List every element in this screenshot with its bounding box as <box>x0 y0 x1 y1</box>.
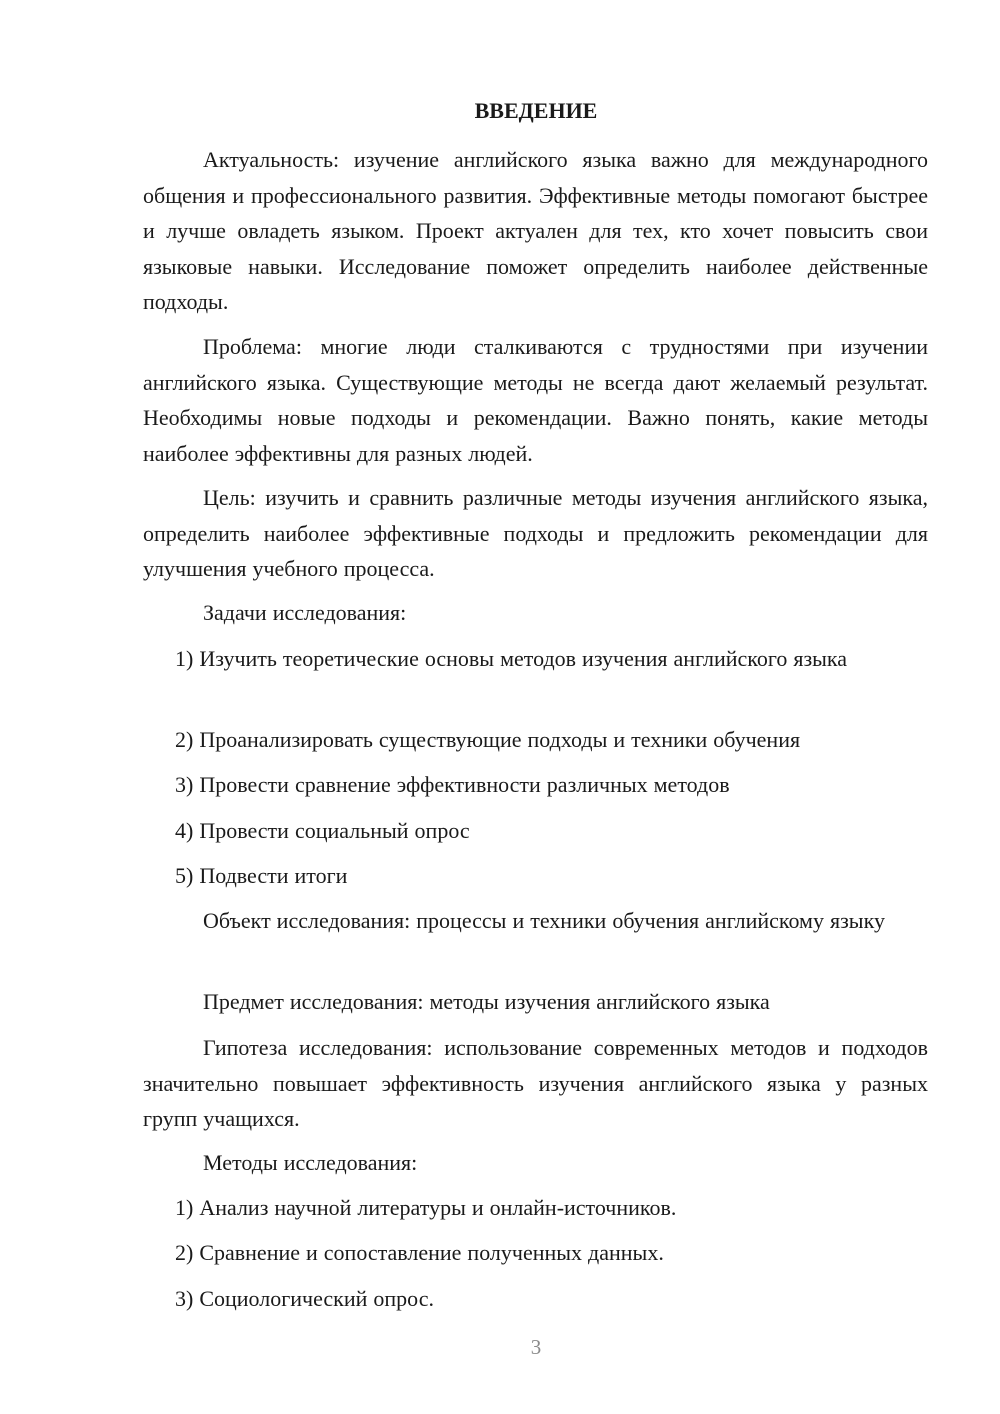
task-item-4: 4) Провести социальный опрос <box>175 818 470 843</box>
task-item-3: 3) Провести сравнение эффективности различных методов <box>175 772 730 797</box>
page-title: ВВЕДЕНИЕ <box>474 98 598 123</box>
goal-paragraph: Цель: изучить и сравнить различные методы изучения английского языка, определить наиболее эффективные подходы и предложить рекомендации для улучшения учебного процесса. <box>143 485 928 581</box>
task-item-5: 5) Подвести итоги <box>175 863 348 888</box>
method-item-3: 3) Социологический опрос. <box>175 1286 434 1311</box>
subject-paragraph: Предмет исследования: методы изучения английского языка <box>203 989 770 1014</box>
method-item-1: 1) Анализ научной литературы и онлайн-источников. <box>175 1195 677 1220</box>
problem-paragraph: Проблема: многие люди сталкиваются с трудностями при изучении английского языка. Существующие методы не всегда дают желаемый результат. Необходимы новые подходы и рекомендации. Важно понять, какие методы наиболее эффективны для разных людей. <box>143 334 928 466</box>
relevance-paragraph: Актуальность: изучение английского языка важно для международного общения и профессионального развития. Эффективные методы помогают быстрее и лучше овладеть языком. Проект актуален для тех, кто хочет повысить свои языковые навыки. Исследование поможет определить наиболее действенные подходы. <box>143 147 928 314</box>
tasks-heading: Задачи исследования: <box>203 600 407 625</box>
method-item-2: 2) Сравнение и сопоставление полученных данных. <box>175 1240 664 1265</box>
task-item-1: 1) Изучить теоретические основы методов изучения английского языка <box>175 646 848 671</box>
hypothesis-paragraph: Гипотеза исследования: использование современных методов и подходов значительно повышает эффективность изучения английского языка у разных групп учащихся. <box>143 1035 928 1131</box>
object-paragraph: Объект исследования: процессы и техники обучения английскому языку <box>203 908 885 933</box>
task-item-2: 2) Проанализировать существующие подходы и техники обучения <box>175 727 801 752</box>
methods-heading: Методы исследования: <box>203 1150 418 1175</box>
page-number: 3 <box>530 1335 542 1359</box>
